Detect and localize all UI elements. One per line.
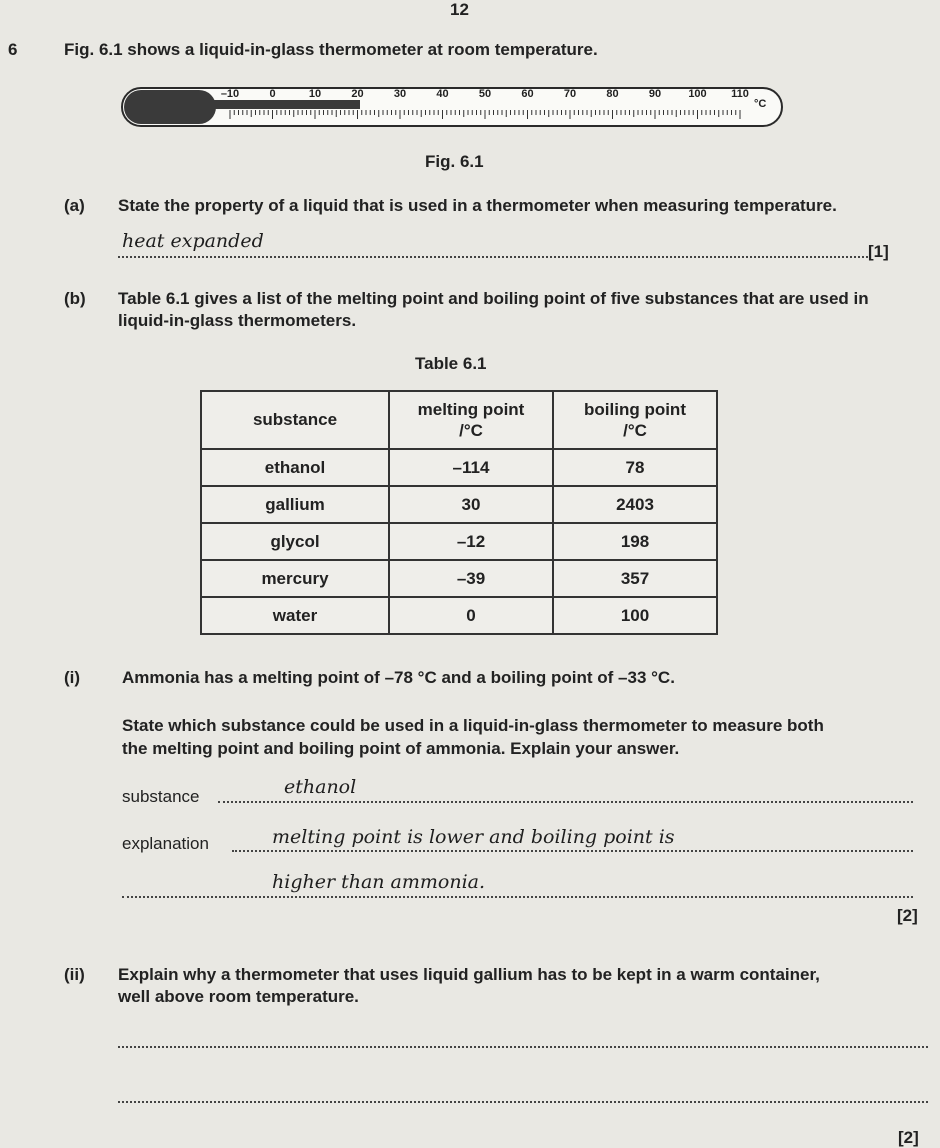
- table-row: [201, 449, 717, 486]
- cell-substance: mercury: [201, 560, 389, 597]
- thermometer-scale-label: –10: [220, 88, 240, 100]
- table-row: [201, 560, 717, 597]
- part-b-ii-label: (ii): [64, 965, 85, 984]
- cell-melting: 0: [389, 597, 553, 634]
- cell-boiling: 100: [553, 597, 717, 634]
- page-number: 12: [450, 0, 469, 19]
- part-b-i-label: (i): [64, 668, 81, 687]
- cell-boiling: 357: [553, 560, 717, 597]
- part-b-ii-answer-line-1: [118, 1046, 928, 1048]
- thermometer-liquid: [200, 100, 360, 109]
- thermometer-scale-label: 70: [563, 88, 577, 100]
- table-row: [201, 597, 717, 634]
- table-row: [201, 486, 717, 523]
- part-b-text-2: liquid-in-glass thermometers.: [118, 311, 357, 330]
- figure-caption: Fig. 6.1: [425, 152, 484, 171]
- explanation-answer-line-1: [232, 850, 913, 852]
- part-b-ii-marks: [2]: [898, 1128, 919, 1147]
- explanation-answer-line-2: [122, 896, 913, 898]
- substance-answer-line: [218, 801, 913, 803]
- part-a-label: (a): [64, 196, 85, 215]
- thermometer-scale-label: 30: [393, 88, 407, 100]
- thermometer-scale-label: 100: [688, 88, 707, 100]
- explanation-label: explanation: [122, 834, 209, 853]
- cell-boiling: 78: [553, 449, 717, 486]
- explanation-answer-2: higher than ammonia.: [272, 871, 486, 893]
- part-b-ii-answer-line-2: [118, 1101, 928, 1103]
- cell-melting: 30: [389, 486, 553, 523]
- substance-label: substance: [122, 787, 200, 806]
- part-a-answer: heat expanded: [122, 230, 264, 252]
- cell-substance: gallium: [201, 486, 389, 523]
- question-number: 6: [8, 40, 18, 59]
- part-b-text-1: Table 6.1 gives a list of the melting point and boiling point of five substances that are used in: [118, 289, 869, 308]
- part-b-i-prompt-2: the melting point and boiling point of ammonia. Explain your answer.: [122, 739, 680, 758]
- thermometer-unit: °C: [754, 98, 767, 110]
- part-b-i-prompt-1: State which substance could be used in a liquid-in-glass thermometer to measure both: [122, 716, 824, 735]
- table-row: [201, 523, 717, 560]
- part-b-i-marks: [2]: [897, 906, 918, 925]
- thermometer-scale-label: 60: [521, 88, 534, 100]
- part-b-i-text: Ammonia has a melting point of –78 °C and a boiling point of –33 °C.: [122, 668, 675, 687]
- header-substance: substance: [201, 391, 389, 449]
- part-b-ii-text-2: well above room temperature.: [118, 987, 359, 1006]
- cell-melting: –114: [389, 449, 553, 486]
- thermometer-scale-label: 110: [731, 88, 749, 100]
- part-a-answer-line: [118, 256, 868, 258]
- substances-table: [200, 390, 718, 635]
- header-boiling-point: boiling point /°C: [553, 391, 717, 449]
- explanation-answer-1: melting point is lower and boiling point is: [272, 826, 675, 848]
- thermometer-scale-label: 10: [308, 88, 322, 100]
- question-intro: Fig. 6.1 shows a liquid-in-glass thermometer at room temperature.: [64, 40, 598, 59]
- thermometer-scale-label: 0: [269, 88, 276, 100]
- part-a-marks: [1]: [868, 242, 889, 261]
- header-melting-point: melting point /°C: [389, 391, 553, 449]
- table-title: Table 6.1: [415, 354, 487, 373]
- table-header-row: [201, 391, 717, 449]
- cell-boiling: 2403: [553, 486, 717, 523]
- substance-answer: ethanol: [284, 776, 357, 798]
- thermometer-scale-label: 20: [351, 88, 364, 100]
- thermometer-scale-label: 80: [606, 88, 619, 100]
- thermometer-figure: [120, 80, 790, 130]
- cell-boiling: 198: [553, 523, 717, 560]
- cell-substance: glycol: [201, 523, 389, 560]
- thermometer-scale-label: 50: [478, 88, 492, 100]
- cell-substance: ethanol: [201, 449, 389, 486]
- thermometer-scale-label: 90: [648, 88, 662, 100]
- part-b-label: (b): [64, 289, 86, 308]
- part-b-ii-text-1: Explain why a thermometer that uses liquid gallium has to be kept in a warm container,: [118, 965, 820, 984]
- cell-melting: –12: [389, 523, 553, 560]
- cell-substance: water: [201, 597, 389, 634]
- thermometer-scale-label: 40: [436, 88, 449, 100]
- cell-melting: –39: [389, 560, 553, 597]
- part-a-text: State the property of a liquid that is used in a thermometer when measuring temperature.: [118, 196, 837, 215]
